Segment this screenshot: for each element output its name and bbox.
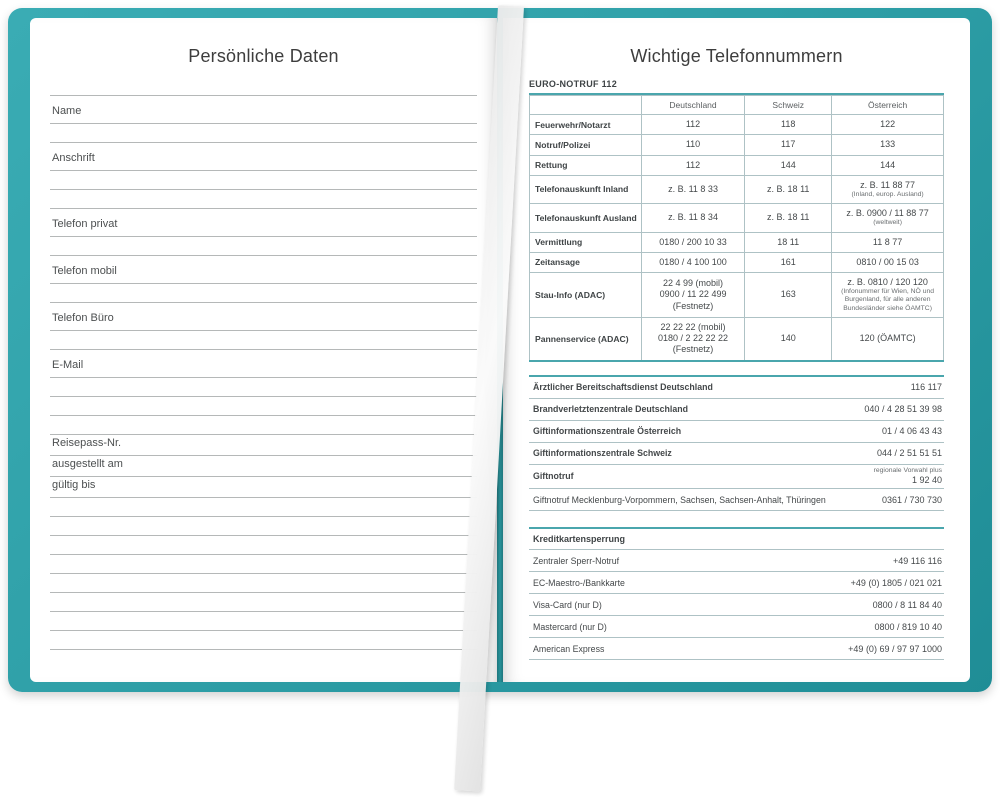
blank-line bbox=[50, 593, 477, 612]
column-header-deutschland: Deutschland bbox=[641, 96, 745, 115]
field-row-email bbox=[50, 350, 477, 378]
credit-card-blocking-list bbox=[529, 527, 944, 660]
phone-cell: 22 22 22 (mobil) 0180 / 2 22 22 22 (Festnetz) bbox=[641, 317, 745, 360]
service-label: Zentraler Sperr-Notruf bbox=[533, 555, 620, 566]
blank-line bbox=[50, 517, 477, 536]
table-row bbox=[530, 252, 944, 272]
list-item bbox=[529, 443, 944, 465]
field-label: Telefon mobil bbox=[52, 265, 117, 277]
phone-note: regionale Vorwahl plus bbox=[873, 466, 942, 474]
service-label: Giftinformationszentrale Schweiz bbox=[533, 448, 672, 459]
phone-cell: z. B. 11 88 77 (Inland, europ. Ausland) bbox=[832, 175, 944, 203]
service-label: Pannenservice (ADAC) bbox=[530, 317, 642, 360]
phone-cell: 110 bbox=[641, 135, 745, 155]
blank-line bbox=[50, 331, 477, 350]
phone-cell: 161 bbox=[745, 252, 832, 272]
phone-cell: z. B. 0900 / 11 88 77 (weltweit) bbox=[832, 204, 944, 232]
blank-line bbox=[50, 416, 477, 435]
phone-cell: 112 bbox=[641, 155, 745, 175]
service-label: Brandverletztenzentrale Deutschland bbox=[533, 404, 688, 415]
list-item bbox=[529, 550, 944, 572]
phone-cell: z. B. 0810 / 120 120 (Infonummer für Wien, NÖ und Burgenland, für alle anderen Bundesländer siehe ÖAMTC) bbox=[832, 273, 944, 318]
service-label: Notruf/Polizei bbox=[530, 135, 642, 155]
phone-cell: 133 bbox=[832, 135, 944, 155]
field-label: Reisepass-Nr. bbox=[52, 437, 122, 449]
service-label: Zeitansage bbox=[530, 252, 642, 272]
phone-value: 0361 / 730 730 bbox=[881, 494, 942, 505]
section-heading: Kreditkartensperrung bbox=[529, 529, 944, 550]
phone-value: regionale Vorwahl plus 1 92 40 bbox=[873, 466, 942, 486]
blank-line bbox=[50, 190, 477, 209]
phone-cell: 0180 / 200 10 33 bbox=[641, 232, 745, 252]
phone-value: +49 (0) 69 / 97 97 1000 bbox=[848, 643, 942, 654]
service-label: EC-Maestro-/Bankkarte bbox=[533, 577, 625, 588]
service-label: American Express bbox=[533, 643, 605, 654]
phone-cell: 163 bbox=[745, 273, 832, 318]
phone-value: 0800 / 8 11 84 40 bbox=[872, 599, 942, 610]
phone-cell: z. B. 18 11 bbox=[745, 175, 832, 203]
phone-value: 116 117 bbox=[910, 382, 942, 393]
phone-cell: 0180 / 4 100 100 bbox=[641, 252, 745, 272]
right-page-title: Wichtige Telefonnummern bbox=[630, 46, 843, 66]
blank-line bbox=[50, 237, 477, 256]
service-label: Vermittlung bbox=[530, 232, 642, 252]
field-row-telefon-mobil bbox=[50, 256, 477, 284]
phone-cell: 11 8 77 bbox=[832, 232, 944, 252]
table-row bbox=[530, 317, 944, 360]
blank-line bbox=[50, 77, 477, 96]
field-row-ausgestellt bbox=[50, 456, 477, 477]
service-label: Telefonauskunft Ausland bbox=[530, 204, 642, 232]
phone-cell: z. B. 11 8 34 bbox=[641, 204, 745, 232]
service-label: Visa-Card (nur D) bbox=[533, 599, 602, 610]
field-label: ausgestellt am bbox=[52, 458, 123, 470]
list-item bbox=[529, 638, 944, 660]
field-row-name bbox=[50, 96, 477, 124]
list-item bbox=[529, 399, 944, 421]
field-label: Telefon privat bbox=[52, 218, 118, 230]
phone-numbers-content bbox=[503, 79, 970, 660]
blank-line bbox=[50, 574, 477, 593]
column-header-schweiz: Schweiz bbox=[745, 96, 832, 115]
phone-cell: 112 bbox=[641, 115, 745, 135]
blank-line bbox=[50, 171, 477, 190]
table-row bbox=[530, 135, 944, 155]
service-label: Mastercard (nur D) bbox=[533, 621, 607, 632]
service-label: Giftinformationszentrale Österreich bbox=[533, 426, 682, 437]
field-label: E-Mail bbox=[52, 359, 84, 371]
phone-value: 0800 / 819 10 40 bbox=[874, 621, 942, 632]
table-row bbox=[530, 232, 944, 252]
service-label: Stau-Info (ADAC) bbox=[530, 273, 642, 318]
left-page-title: Persönliche Daten bbox=[188, 46, 339, 66]
table-row bbox=[530, 155, 944, 175]
table-row bbox=[530, 115, 944, 135]
phone-cell: z. B. 11 8 33 bbox=[641, 175, 745, 203]
field-label: Anschrift bbox=[52, 152, 95, 164]
phone-cell: 118 bbox=[745, 115, 832, 135]
service-label: Feuerwehr/Notarzt bbox=[530, 115, 642, 135]
blank-line bbox=[50, 612, 477, 631]
field-label: Telefon Büro bbox=[52, 312, 114, 324]
phone-value: +49 116 116 bbox=[893, 555, 942, 566]
phone-cell: 122 bbox=[832, 115, 944, 135]
table-row bbox=[530, 204, 944, 232]
phone-cell: z. B. 18 11 bbox=[745, 204, 832, 232]
phone-cell: 18 11 bbox=[745, 232, 832, 252]
phone-cell: 144 bbox=[832, 155, 944, 175]
personal-data-form bbox=[30, 77, 497, 650]
field-row-gueltig bbox=[50, 477, 477, 498]
blank-line bbox=[50, 397, 477, 416]
phone-cell: 22 4 99 (mobil) 0900 / 11 22 499 (Festnetz) bbox=[641, 273, 745, 318]
phone-value: 01 / 4 06 43 43 bbox=[881, 426, 942, 437]
list-item bbox=[529, 489, 944, 511]
column-header-oesterreich: Österreich bbox=[832, 96, 944, 115]
blank-line bbox=[50, 536, 477, 555]
blank-line bbox=[50, 124, 477, 143]
field-label: gültig bis bbox=[52, 479, 96, 491]
blank-line bbox=[50, 498, 477, 517]
blank-line bbox=[50, 284, 477, 303]
service-label: Ärztlicher Bereitschaftsdienst Deutschland bbox=[533, 382, 713, 393]
list-item bbox=[529, 572, 944, 594]
phone-value: 040 / 4 28 51 39 98 bbox=[864, 404, 942, 415]
phone-value: +49 (0) 1805 / 021 021 bbox=[850, 577, 942, 588]
field-row-anschrift bbox=[50, 143, 477, 171]
phone-value: 044 / 2 51 51 51 bbox=[876, 448, 942, 459]
phone-cell: 117 bbox=[745, 135, 832, 155]
phone-cell: 120 (ÖAMTC) bbox=[832, 317, 944, 360]
left-page bbox=[30, 18, 497, 682]
service-label: Giftnotruf bbox=[533, 471, 574, 482]
field-row-telefon-privat bbox=[50, 209, 477, 237]
service-label: Telefonauskunft Inland bbox=[530, 175, 642, 203]
medical-services-list bbox=[529, 375, 944, 512]
list-item bbox=[529, 421, 944, 443]
list-item bbox=[529, 594, 944, 616]
field-label: Name bbox=[52, 105, 82, 117]
empty-header-cell bbox=[530, 96, 642, 115]
list-item bbox=[529, 377, 944, 399]
phone-cell: 0810 / 00 15 03 bbox=[832, 252, 944, 272]
field-row-telefon-buero bbox=[50, 303, 477, 331]
list-item bbox=[529, 616, 944, 638]
euro-notruf-heading: EURO-NOTRUF 112 bbox=[529, 79, 944, 95]
emergency-numbers-table bbox=[529, 95, 944, 362]
service-label: Giftnotruf Mecklenburg-Vorpommern, Sachsen, Sachsen-Anhalt, Thüringen bbox=[533, 494, 826, 505]
blank-line bbox=[50, 555, 477, 574]
phone-cell: 140 bbox=[745, 317, 832, 360]
table-header-row bbox=[530, 96, 944, 115]
table-row bbox=[530, 273, 944, 318]
list-item bbox=[529, 465, 944, 490]
service-label: Rettung bbox=[530, 155, 642, 175]
table-row bbox=[530, 175, 944, 203]
field-row-reisepass bbox=[50, 435, 477, 456]
phone-cell: 144 bbox=[745, 155, 832, 175]
blank-line bbox=[50, 378, 477, 397]
blank-line bbox=[50, 631, 477, 650]
right-page bbox=[503, 18, 970, 682]
